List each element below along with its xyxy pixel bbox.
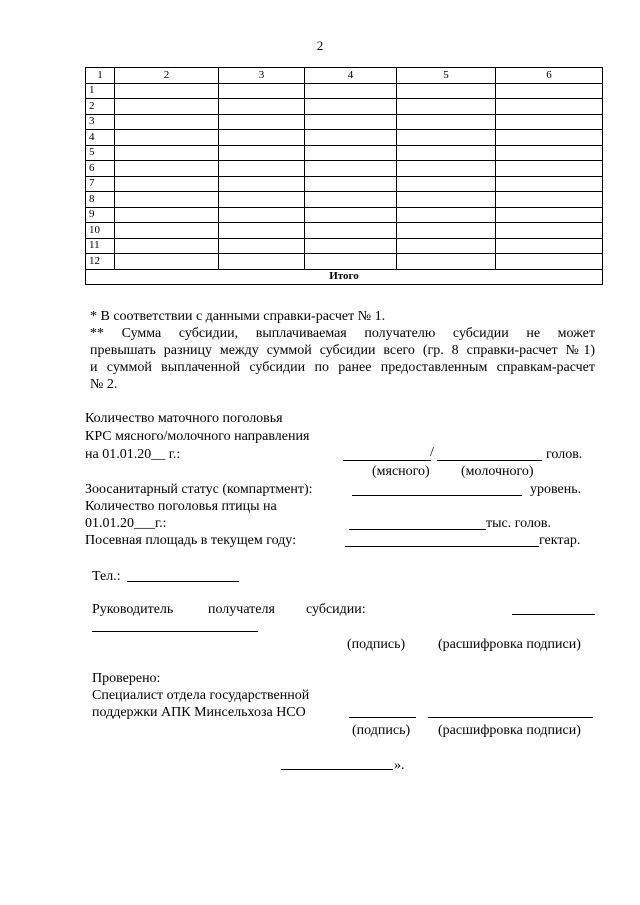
subsidy-table <box>85 67 603 285</box>
row-number: 5 <box>86 145 115 161</box>
table-cell[interactable] <box>496 223 603 239</box>
table-row <box>86 83 603 99</box>
table-row <box>86 161 603 177</box>
table-cell[interactable] <box>397 223 496 239</box>
table-cell[interactable] <box>115 223 219 239</box>
footnote-1: * В соответствии с данными справки-расчет № 1. <box>90 309 386 324</box>
head-name-field[interactable] <box>92 631 258 632</box>
row-number: 8 <box>86 192 115 208</box>
table-cell[interactable] <box>219 161 305 177</box>
table-cell[interactable] <box>219 114 305 130</box>
table-cell[interactable] <box>397 192 496 208</box>
table-cell[interactable] <box>496 161 603 177</box>
checked-specialist-line-2: поддержки АПК Минсельхоза НСО <box>92 705 306 720</box>
phone-label: Тел.: <box>92 569 121 584</box>
poultry-count-field[interactable] <box>349 529 486 530</box>
livestock-unit: голов. <box>546 447 583 462</box>
table-cell[interactable] <box>305 254 397 270</box>
column-header: 2 <box>115 68 219 84</box>
livestock-label-line-3: на 01.01.20__ г.: <box>85 447 181 462</box>
table-cell[interactable] <box>305 83 397 99</box>
livestock-separator: / <box>430 445 434 460</box>
table-cell[interactable] <box>305 238 397 254</box>
table-cell[interactable] <box>115 161 219 177</box>
table-cell[interactable] <box>115 114 219 130</box>
column-header: 1 <box>86 68 115 84</box>
column-header: 5 <box>397 68 496 84</box>
table-cell[interactable] <box>397 238 496 254</box>
closing-quote: ». <box>394 758 405 773</box>
footnote-2-line-4: № 2. <box>90 377 118 392</box>
table-cell[interactable] <box>219 254 305 270</box>
table-cell[interactable] <box>219 99 305 115</box>
checked-label: Проверено: <box>92 671 161 686</box>
specialist-signature-caption: (подпись) <box>352 723 411 738</box>
table-header-row <box>86 68 603 84</box>
row-number: 6 <box>86 161 115 177</box>
table-cell[interactable] <box>219 176 305 192</box>
footnote-2-line-2: превышать разницу между суммой субсидии всего (гр. 8 справки-расчет №1) <box>90 343 595 358</box>
table-row <box>86 176 603 192</box>
table-cell[interactable] <box>305 99 397 115</box>
table-cell[interactable] <box>115 254 219 270</box>
table-cell[interactable] <box>496 99 603 115</box>
table-cell[interactable] <box>115 130 219 146</box>
column-header: 6 <box>496 68 603 84</box>
table-cell[interactable] <box>496 192 603 208</box>
row-number: 3 <box>86 114 115 130</box>
table-cell[interactable] <box>219 238 305 254</box>
table-cell[interactable] <box>115 207 219 223</box>
poultry-label-line-1: Количество поголовья птицы на <box>85 499 277 514</box>
livestock-label-line-1: Количество маточного поголовья <box>85 411 283 426</box>
row-number: 9 <box>86 207 115 223</box>
table-cell[interactable] <box>219 207 305 223</box>
column-header: 3 <box>219 68 305 84</box>
livestock-label-line-2: КРС мясного/молочного направления <box>85 429 310 444</box>
row-number: 7 <box>86 176 115 192</box>
table-row <box>86 192 603 208</box>
meat-caption: (мясного) <box>372 464 430 479</box>
head-label-word-2: получателя <box>208 602 275 617</box>
table-cell[interactable] <box>397 207 496 223</box>
table-cell[interactable] <box>219 83 305 99</box>
table-cell[interactable] <box>397 161 496 177</box>
row-number: 10 <box>86 223 115 239</box>
table-cell[interactable] <box>397 99 496 115</box>
head-signature-field[interactable] <box>512 614 595 615</box>
total-row <box>86 269 603 285</box>
row-number: 2 <box>86 99 115 115</box>
sowing-area-label: Посевная площадь в текущем году: <box>85 533 297 548</box>
head-label-word-1: Руководитель <box>92 602 174 617</box>
table-cell[interactable] <box>496 254 603 270</box>
row-number: 4 <box>86 130 115 146</box>
total-label: Итого <box>86 269 603 285</box>
table-row <box>86 254 603 270</box>
table-cell[interactable] <box>305 207 397 223</box>
table-cell[interactable] <box>305 130 397 146</box>
table-cell[interactable] <box>219 130 305 146</box>
sowing-area-field[interactable] <box>345 546 539 547</box>
sowing-area-unit: гектар. <box>539 533 581 548</box>
checked-specialist-line-1: Специалист отдела государственной <box>92 688 310 703</box>
table-cell[interactable] <box>219 192 305 208</box>
table-row <box>86 114 603 130</box>
table-cell[interactable] <box>115 145 219 161</box>
zoo-status-label: Зоосанитарный статус (компартмент): <box>85 482 313 497</box>
table-cell[interactable] <box>496 207 603 223</box>
table-cell[interactable] <box>397 254 496 270</box>
table-cell[interactable] <box>496 145 603 161</box>
poultry-unit: тыс. голов. <box>486 516 552 531</box>
table-cell[interactable] <box>305 192 397 208</box>
zoo-status-unit: уровень. <box>530 482 582 497</box>
table-cell[interactable] <box>305 223 397 239</box>
table-cell[interactable] <box>219 223 305 239</box>
table-cell[interactable] <box>115 99 219 115</box>
table-row <box>86 130 603 146</box>
table-cell[interactable] <box>496 176 603 192</box>
specialist-decoding-caption: (расшифровка подписи) <box>438 723 581 738</box>
table-cell[interactable] <box>397 114 496 130</box>
table-cell[interactable] <box>115 176 219 192</box>
table-cell[interactable] <box>397 145 496 161</box>
specialist-name-field[interactable] <box>428 717 593 718</box>
table-cell[interactable] <box>115 83 219 99</box>
table-cell[interactable] <box>397 176 496 192</box>
zoo-status-field[interactable] <box>352 495 522 496</box>
table-cell[interactable] <box>115 238 219 254</box>
table-cell[interactable] <box>219 145 305 161</box>
table-row <box>86 207 603 223</box>
table-cell[interactable] <box>305 145 397 161</box>
date-field[interactable] <box>281 769 393 770</box>
table-cell[interactable] <box>305 161 397 177</box>
table-row <box>86 238 603 254</box>
head-label-word-3: субсидии: <box>306 602 366 617</box>
footnote-2-line-1: ** Сумма субсидии, выплачиваемая получателю субсидии не может <box>90 326 595 341</box>
meat-count-field[interactable] <box>343 460 431 461</box>
head-signature-caption: (подпись) <box>347 637 406 652</box>
table-cell[interactable] <box>115 192 219 208</box>
row-number: 1 <box>86 83 115 99</box>
dairy-count-field[interactable] <box>437 460 542 461</box>
table-cell[interactable] <box>496 83 603 99</box>
column-header: 4 <box>305 68 397 84</box>
dairy-caption: (молочного) <box>461 464 534 479</box>
poultry-label-line-2: 01.01.20___г.: <box>85 516 167 531</box>
table-cell[interactable] <box>397 130 496 146</box>
table-cell[interactable] <box>397 83 496 99</box>
table-cell[interactable] <box>496 130 603 146</box>
phone-field[interactable] <box>127 581 239 582</box>
row-number: 11 <box>86 238 115 254</box>
table-row <box>86 145 603 161</box>
table-cell[interactable] <box>496 114 603 130</box>
page-number: 2 <box>316 38 324 53</box>
table-cell[interactable] <box>305 176 397 192</box>
table-cell[interactable] <box>305 114 397 130</box>
head-decoding-caption: (расшифровка подписи) <box>438 637 581 652</box>
footnote-2-line-3: и суммой выплаченной субсидии по ранее предоставленным справкам-расчет <box>90 360 595 375</box>
table-cell[interactable] <box>496 238 603 254</box>
specialist-signature-field[interactable] <box>349 717 416 718</box>
row-number: 12 <box>86 254 115 270</box>
table-row <box>86 223 603 239</box>
table-row <box>86 99 603 115</box>
